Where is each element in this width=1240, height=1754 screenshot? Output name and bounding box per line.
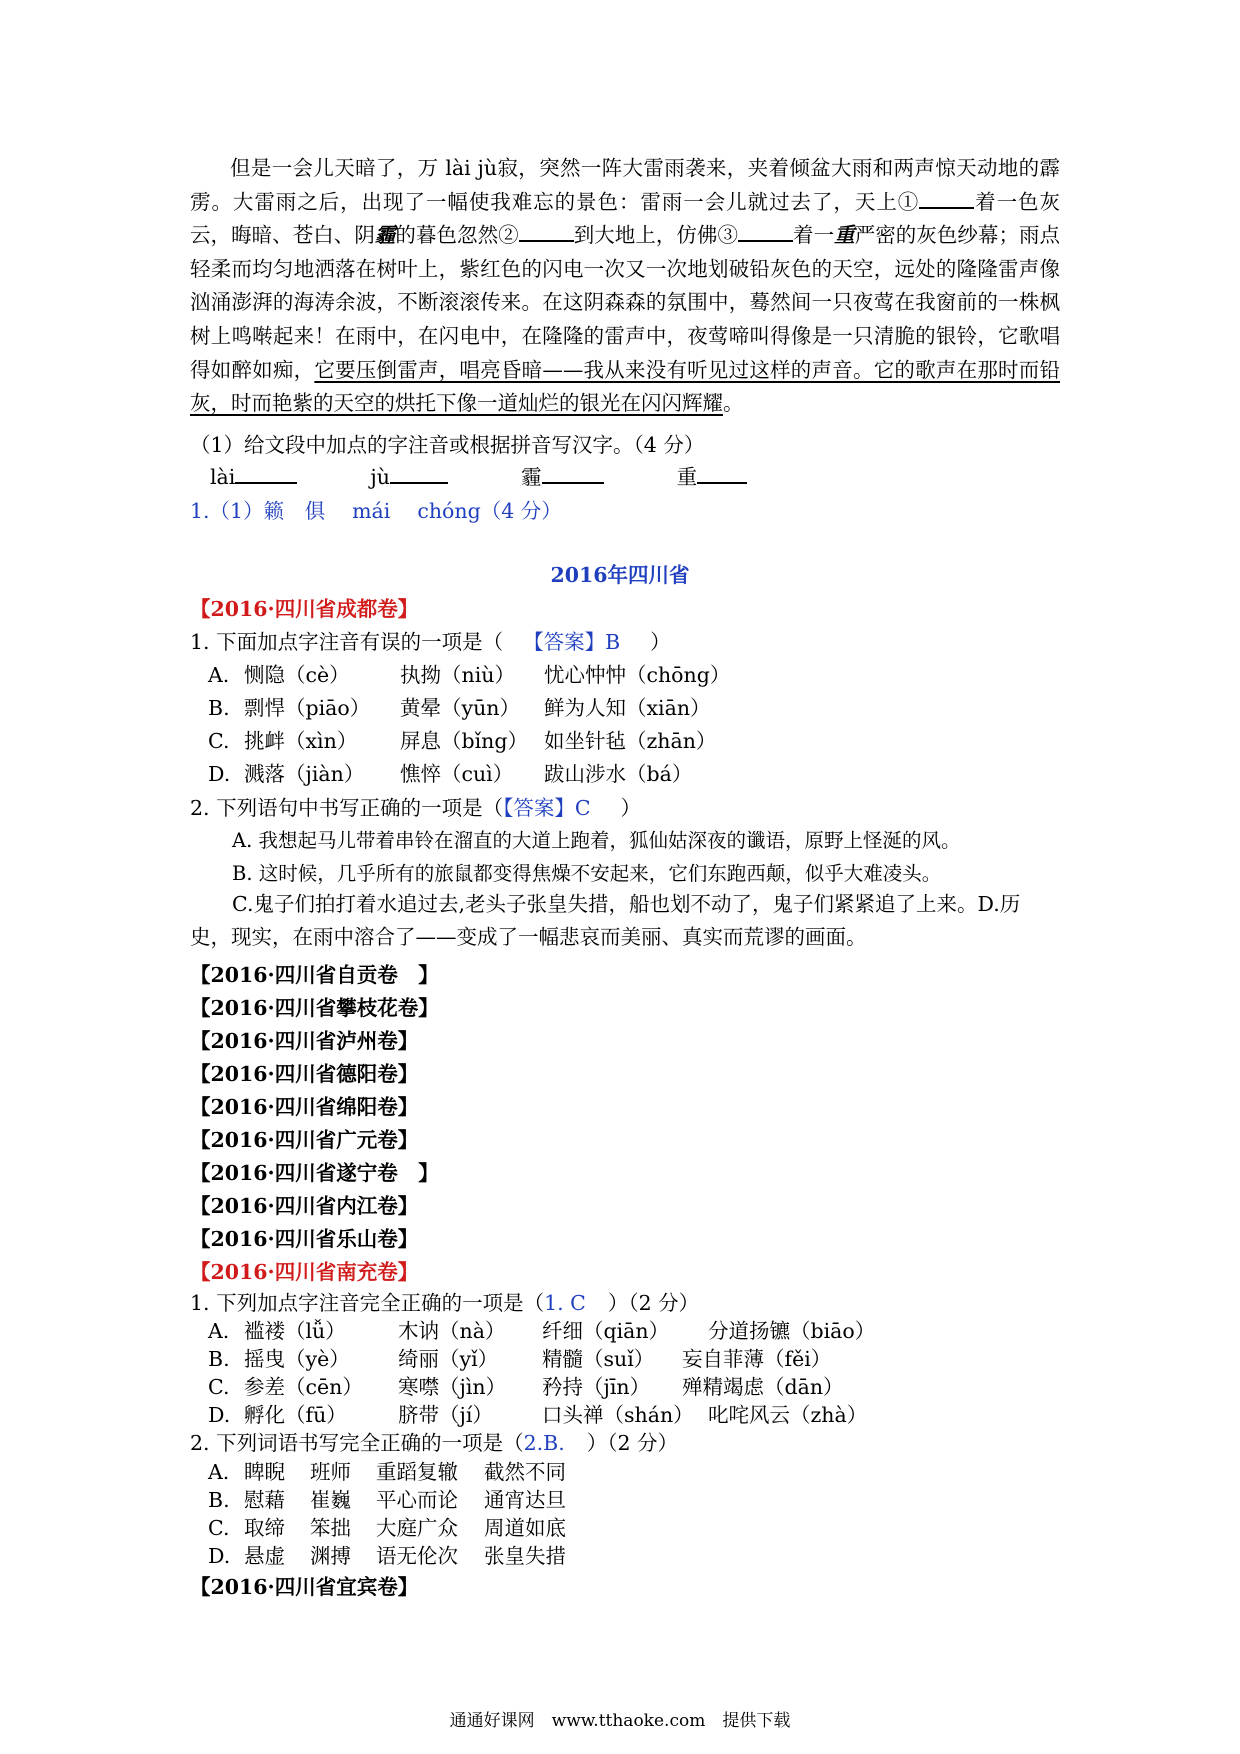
option-row bbox=[208, 1370, 844, 1400]
question-text: 1. 下面加点字注音有误的一项是（ bbox=[190, 630, 504, 654]
answer-blank bbox=[697, 464, 747, 484]
option-text: 妄自菲薄（fěi） bbox=[682, 1347, 832, 1371]
option-row bbox=[208, 1483, 566, 1513]
option-text: 木讷（nà） bbox=[398, 1319, 506, 1343]
question-1 bbox=[190, 1286, 699, 1316]
option-letter: A. bbox=[208, 1460, 230, 1484]
option-text: 跋山涉水（bá） bbox=[544, 762, 693, 786]
option-text: 屏息（bǐng） bbox=[400, 729, 529, 753]
answer-text: 2.B. bbox=[523, 1431, 565, 1455]
option-text: 挑衅（xìn） bbox=[244, 729, 358, 753]
option-a: A. 我想起马儿带着串铃在溜直的大道上跑着，狐仙姑深夜的谶语，原野上怪涎的风。 bbox=[232, 829, 961, 852]
option-text: 重蹈复辙 bbox=[376, 1460, 458, 1484]
question-1 bbox=[190, 625, 671, 655]
option-text: 精髓（suǐ） bbox=[542, 1347, 655, 1371]
answer-text: 【答案】B bbox=[523, 630, 621, 654]
option-text: 如坐针毡（zhān） bbox=[544, 729, 717, 753]
option-text: 分道扬镳（biāo） bbox=[708, 1319, 876, 1343]
passage bbox=[190, 152, 1060, 421]
section-header: 【2016·四川省广元卷】 bbox=[190, 1128, 419, 1152]
option-text: 平心而论 bbox=[376, 1488, 458, 1512]
option-text: 截然不同 bbox=[484, 1460, 566, 1484]
marked-char: 霾 bbox=[374, 223, 396, 248]
option-row bbox=[208, 1539, 566, 1569]
option-text: 摇曳（yè） bbox=[244, 1347, 350, 1371]
passage-text: 着一 bbox=[793, 223, 835, 248]
option-text: 周道如底 bbox=[484, 1516, 566, 1540]
blank-label: 霾 bbox=[521, 465, 542, 489]
option-text: 崔巍 bbox=[310, 1488, 351, 1512]
blank-label: 重 bbox=[676, 465, 698, 489]
marked-char: 重 bbox=[834, 223, 855, 248]
option-text: 忧心忡忡（chōng） bbox=[544, 663, 731, 687]
question-2 bbox=[190, 1426, 678, 1456]
passage-text: 的暮色忽然② bbox=[395, 223, 519, 248]
option-text: 睥睨 bbox=[244, 1460, 285, 1484]
option-letter: B. bbox=[208, 1347, 230, 1371]
blank-label: lài bbox=[210, 465, 236, 489]
option-text: 纤细（qiān） bbox=[542, 1319, 670, 1343]
option-text: 语无伦次 bbox=[376, 1544, 458, 1568]
question-text: ） bbox=[650, 630, 671, 654]
option-text: 通宵达旦 bbox=[484, 1488, 566, 1512]
section-header: 【2016·四川省绵阳卷】 bbox=[190, 1095, 419, 1119]
option-text: 笨拙 bbox=[310, 1516, 351, 1540]
option-row bbox=[208, 1455, 566, 1485]
blank-label: jù bbox=[370, 465, 390, 489]
option-letter: C. bbox=[208, 1516, 230, 1540]
option-text: 口头禅（shán） bbox=[542, 1403, 694, 1427]
option-text: 恻隐（cè） bbox=[244, 663, 350, 687]
answer-text: 【答案】C bbox=[503, 796, 591, 820]
question-2 bbox=[190, 791, 641, 821]
option-letter: A. bbox=[208, 1319, 230, 1343]
answer-blank bbox=[235, 464, 297, 484]
question-text: 1. 下列加点字注音完全正确的一项是（ bbox=[190, 1291, 545, 1315]
option-text: 慰藉 bbox=[244, 1488, 285, 1512]
option-letter: A. bbox=[208, 663, 230, 687]
option-text: 悬虚 bbox=[244, 1544, 285, 1568]
section-header: 【2016·四川省遂宁卷 】 bbox=[190, 1161, 439, 1185]
question-text: 2. 下列语句中书写正确的一项是（ bbox=[190, 796, 504, 820]
option-letter: B. bbox=[208, 1488, 230, 1512]
option-text: 张皇失措 bbox=[484, 1544, 566, 1568]
blank-3 bbox=[738, 222, 793, 242]
question-prompt: （1）给文段中加点的字注音或根据拼音写汉字。（4 分） bbox=[190, 433, 705, 457]
option-text: 参差（cēn） bbox=[244, 1375, 363, 1399]
passage-text: 严密的灰色纱幕；雨点轻柔而均匀地洒落在树叶上，紫红色的闪电一次又一次地划破铅灰色的天空，远处的隆隆雷声像汹涌澎湃的海涛余波，不断滚滚传来。在这阴森森的氛围中，蓦然间一只夜莺在我窗前的一株枫树上鸣啭起来！在雨中，在闪电中，在隆隆的雷声中，夜莺啼叫得像是一只清脆的银铃，它歌唱得如醉如痴， bbox=[190, 223, 1061, 382]
option-letter: C. bbox=[208, 1375, 230, 1399]
option-text: 绮丽（yǐ） bbox=[398, 1347, 499, 1371]
option-row bbox=[208, 1314, 875, 1344]
option-b: B. 这时候，几乎所有的旅鼠都变得焦燥不安起来，它们东跑西颠，似乎大难凌头。 bbox=[232, 862, 942, 885]
section-header: 【2016·四川省攀枝花卷】 bbox=[190, 996, 439, 1020]
section-header: 【2016·四川省内江卷】 bbox=[190, 1194, 419, 1218]
option-text: 矜持（jīn） bbox=[542, 1375, 651, 1399]
section-header: 【2016·四川省南充卷】 bbox=[190, 1260, 419, 1284]
page-footer: 通通好课网 www.tthaoke.com 提供下载 bbox=[449, 1711, 791, 1731]
option-text: 班师 bbox=[310, 1460, 351, 1484]
option-row bbox=[208, 658, 730, 688]
section-header: 【2016·四川省泸州卷】 bbox=[190, 1029, 419, 1053]
option-text: 执拗（niù） bbox=[400, 663, 515, 687]
question-text: ）（2 分） bbox=[586, 1431, 679, 1455]
section-header: 【2016·四川省成都卷】 bbox=[190, 597, 419, 621]
option-cd: C.鬼子们拍打着水追过去,老头子张皇失措，船也划不动了，鬼子们紧紧追了上来。D.历史，现实，在雨中溶合了——变成了一幅悲哀而美丽、真实而荒谬的画面。 bbox=[190, 892, 1021, 949]
section-header: 【2016·四川省自贡卷 】 bbox=[190, 963, 439, 987]
option-text: 殚精竭虑（dān） bbox=[682, 1375, 844, 1399]
option-letter: C. bbox=[208, 729, 230, 753]
option-letter: D. bbox=[208, 1544, 231, 1568]
option-letter: D. bbox=[208, 1403, 231, 1427]
section-header: 【2016·四川省乐山卷】 bbox=[190, 1227, 419, 1251]
option-text: 寒噤（jìn） bbox=[398, 1375, 507, 1399]
option-row bbox=[208, 1511, 566, 1541]
option-row bbox=[208, 1342, 831, 1372]
option-text: 鲜为人知（xiān） bbox=[544, 696, 711, 720]
answer-text: 1. C bbox=[544, 1291, 586, 1315]
question-text: ）（2 分） bbox=[607, 1291, 700, 1315]
section-header: 【2016·四川省德阳卷】 bbox=[190, 1062, 419, 1086]
option-text: 渊搏 bbox=[310, 1544, 351, 1568]
passage-text: 到大地上，仿佛③ bbox=[573, 223, 739, 248]
question-text: ） bbox=[620, 796, 642, 820]
option-row bbox=[208, 691, 711, 721]
question-text: 2. 下列词语书写完全正确的一项是（ bbox=[190, 1431, 524, 1455]
option-text: 黄晕（yūn） bbox=[400, 696, 520, 720]
option-text: 孵化（fū） bbox=[244, 1403, 347, 1427]
section-title: 2016年四川省 bbox=[550, 563, 690, 587]
blank-2 bbox=[519, 222, 574, 242]
option-text: 褴褛（lǚ） bbox=[244, 1319, 346, 1343]
option-row bbox=[208, 1398, 867, 1428]
option-row bbox=[208, 724, 716, 754]
answer-blanks-row bbox=[210, 460, 747, 490]
option-text: 剽悍（piāo） bbox=[244, 696, 371, 720]
option-text: 大庭广众 bbox=[376, 1516, 458, 1540]
blank-1 bbox=[919, 189, 974, 209]
option-text: 取缔 bbox=[244, 1516, 285, 1540]
answer-line: 1.（1）籁 俱 mái chóng（4 分） bbox=[190, 499, 562, 523]
underlined-sentence: 它要压倒雷声，唱亮昏暗——我从来没有听见过这样的声音。它的歌声在那时而铅灰，时而艳紫的天空的烘托下像一道灿烂的银光在闪闪辉耀 bbox=[190, 357, 1061, 416]
option-text: 憔悴（cuì） bbox=[400, 762, 514, 786]
option-text: 脐带（jí） bbox=[398, 1403, 493, 1427]
section-header: 【2016·四川省宜宾卷】 bbox=[190, 1575, 419, 1599]
option-row bbox=[208, 757, 692, 787]
answer-blank bbox=[542, 464, 604, 484]
option-text: 叱咤风云（zhà） bbox=[708, 1403, 868, 1427]
option-letter: D. bbox=[208, 762, 231, 786]
passage-text: 。 bbox=[723, 391, 744, 416]
option-letter: B. bbox=[208, 696, 230, 720]
passage-text: 但是一会儿天暗了，万 lài jù寂，突然一阵大雷雨袭来，夹着倾盆大雨和两声惊天动地的霹雳。大雷雨之后，出现了一幅使我难忘的景色：雷雨一会儿就过去了，天上① bbox=[190, 156, 1060, 214]
option-text: 溅落（jiàn） bbox=[244, 762, 365, 786]
answer-blank bbox=[390, 464, 448, 484]
passage-text: 着一色灰云，晦暗、苍白、阴 bbox=[190, 189, 1061, 248]
